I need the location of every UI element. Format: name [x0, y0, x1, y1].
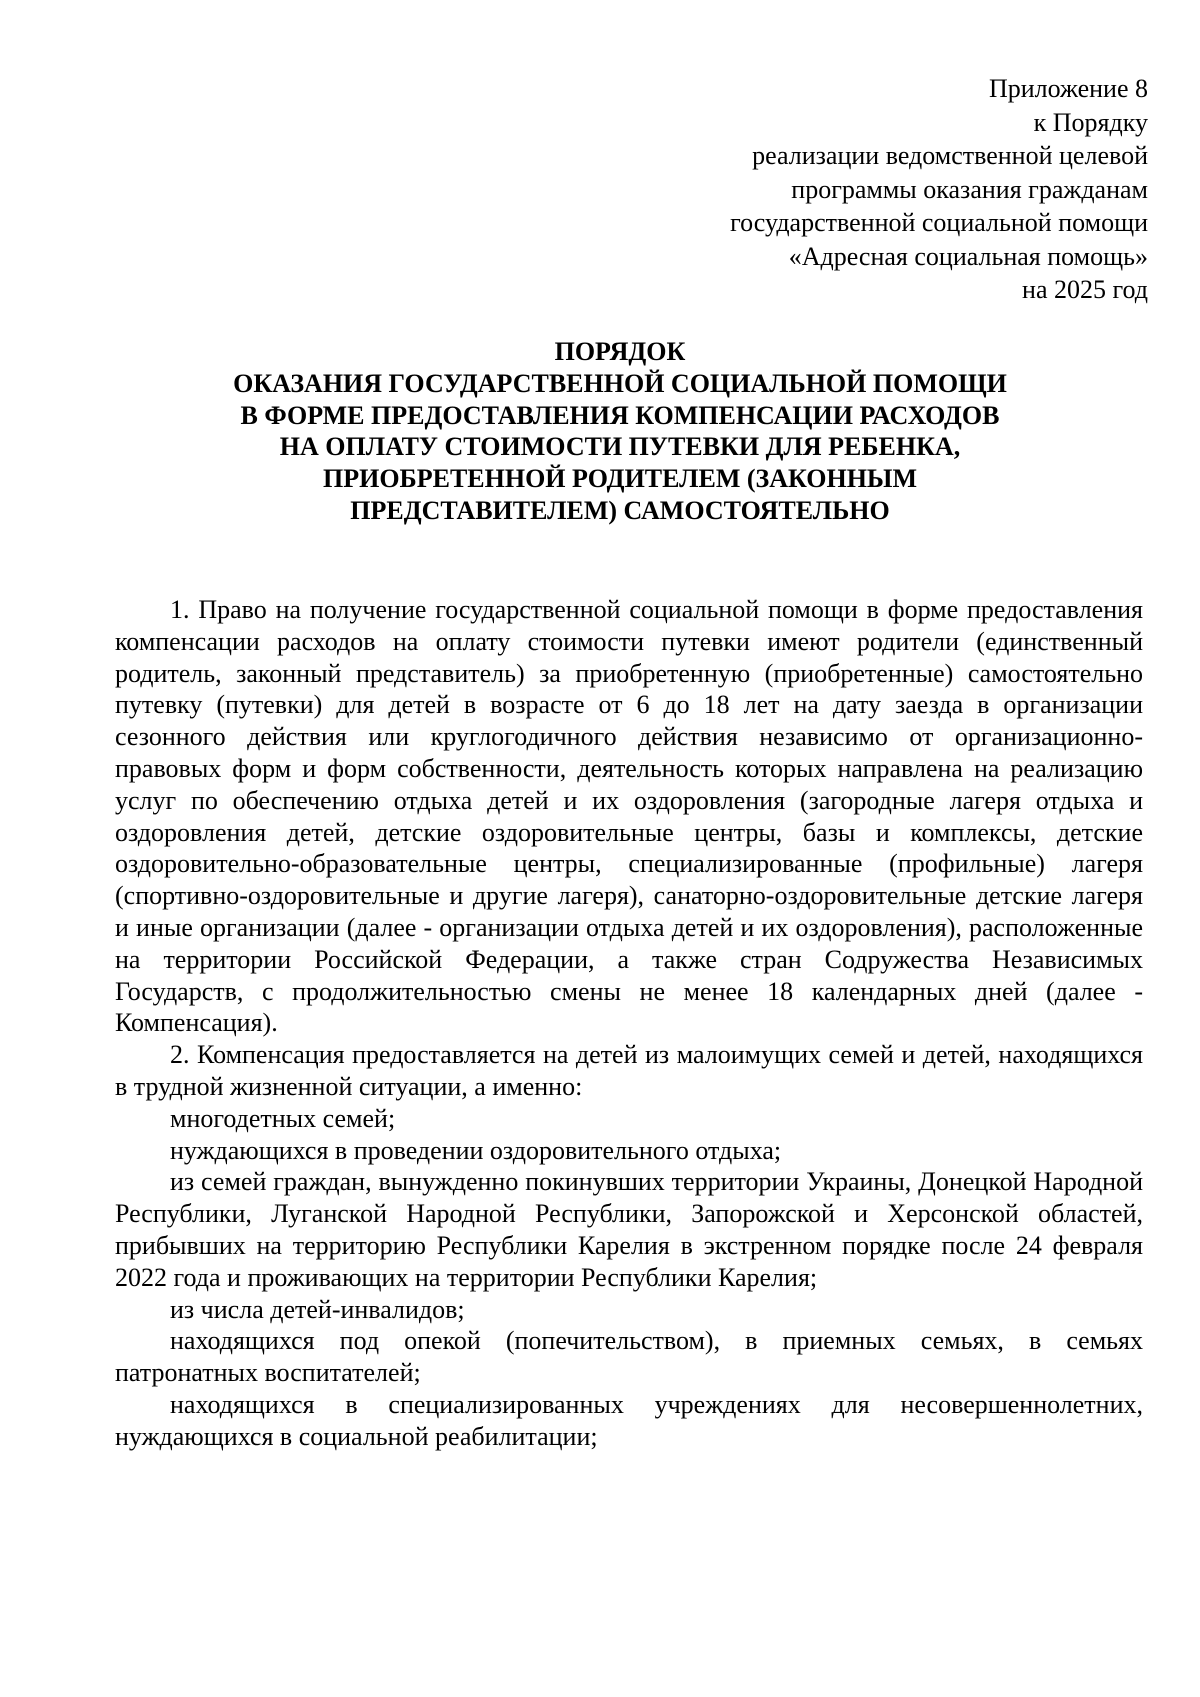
- paragraph: из числа детей-инвалидов;: [170, 1294, 465, 1324]
- header-line: к Порядку: [1033, 107, 1148, 137]
- title-line: ПРЕДСТАВИТЕЛЕМ) САМОСТОЯТЕЛЬНО: [350, 495, 890, 525]
- paragraph: нуждающихся в проведении оздоровительного отдыха;: [170, 1135, 782, 1165]
- title-line: ПРИОБРЕТЕННОЙ РОДИТЕЛЕМ (ЗАКОННЫМ: [322, 464, 917, 494]
- paragraph: многодетных семей;: [170, 1103, 396, 1133]
- title-line: НА ОПЛАТУ СТОИМОСТИ ПУТЕВКИ ДЛЯ РЕБЕНКА,: [279, 432, 961, 462]
- paragraph: находящихся в специализированных учреждениях для несовершеннолетних, нуждающихся в социальной реабилитации;: [115, 1389, 1143, 1451]
- paragraph: из семей граждан, вынужденно покинувших территории Украины, Донецкой Народной Республики, Луганской Народной Республики, Запорожской и Херсонской областей, прибывших на территорию Республики Карелия в экстренном порядке после 24 февраля 2022 года и проживающих на территории Республики Карелия;: [115, 1167, 1143, 1292]
- paragraph: находящихся под опекой (попечительством), в приемных семьях, в семьях патронатных воспитателей;: [115, 1326, 1143, 1388]
- document-body: [115, 594, 1143, 1453]
- title-line: ПОРЯДОК: [554, 337, 686, 366]
- title-line: В ФОРМЕ ПРЕДОСТАВЛЕНИЯ КОМПЕНСАЦИИ РАСХОДОВ: [240, 400, 1000, 430]
- paragraph: 1. Право на получение государственной социальной помощи в форме предоставления компенсации расходов на оплату стоимости путевки имеют родители (единственный родитель, законный представитель) за приобретенную (приобретенные) самостоятельно путевку (путевки) для детей в возрасте от 6 до 18 лет на дату заезда в организации сезонного действия или круглогодичного действия независимо от организационно-правовых форм и форм собственности, деятельность которых направлена на реализацию услуг по обеспечению отдыха детей и их оздоровления (загородные лагеря отдыха и оздоровления детей, детские оздоровительные центры, базы и комплексы, детские оздоровительно-образовательные центры, специализированные (профильные) лагеря (спортивно-оздоровительные и другие лагеря), санаторно-оздоровительные детские лагеря и иные организации (далее - организации отдыха детей и их оздоровления), расположенные на территории Российской Федерации, а также стран Содружества Независимых Государств, с продолжительностью смены не менее 18 календарных дней (далее - Компенсация).: [115, 595, 1143, 1038]
- appendix-header: [548, 72, 1148, 307]
- header-line: Приложение 8: [988, 74, 1148, 103]
- paragraph: 2. Компенсация предоставляется на детей из малоимущих семей и детей, находящихся в трудной жизненной ситуации, а именно:: [115, 1040, 1143, 1101]
- title-line: ОКАЗАНИЯ ГОСУДАРСТВЕННОЙ СОЦИАЛЬНОЙ ПОМОЩИ: [233, 368, 1007, 398]
- header-line: государственной социальной помощи: [730, 208, 1148, 237]
- header-line: «Адресная социальная помощь»: [788, 241, 1148, 271]
- document-title: [115, 336, 1125, 527]
- header-line: программы оказания гражданам: [791, 174, 1148, 204]
- header-line: на 2025 год: [1022, 275, 1148, 304]
- header-line: реализации ведомственной целевой: [752, 141, 1148, 170]
